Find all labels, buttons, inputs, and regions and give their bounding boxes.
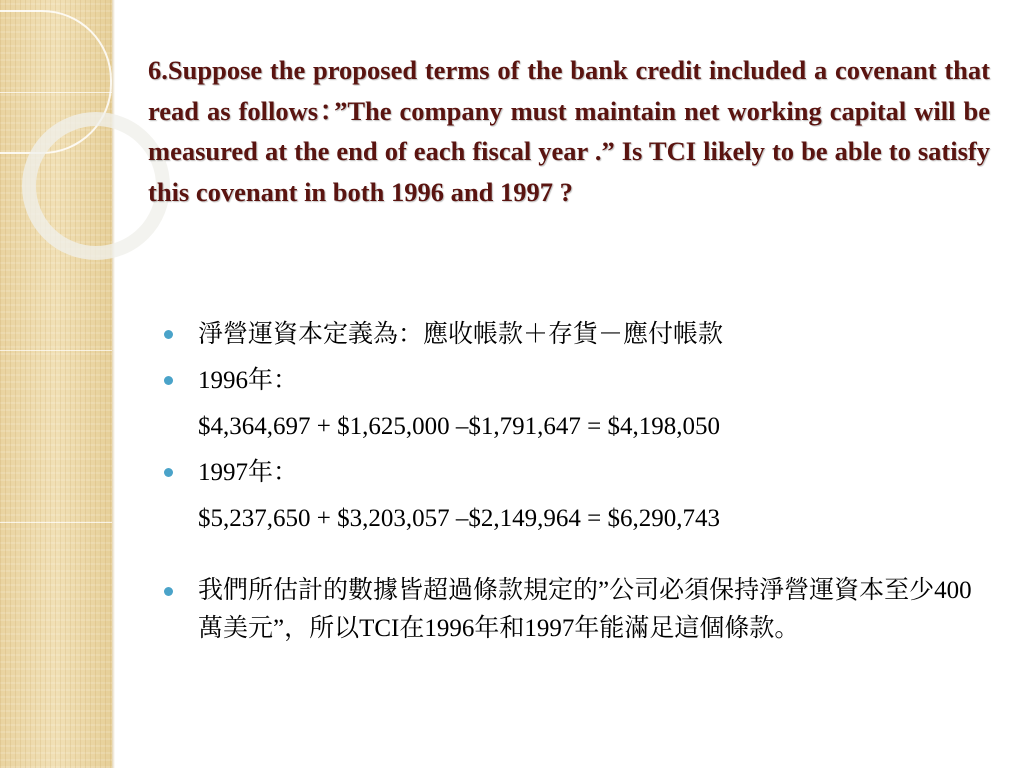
slide-title: 6.Suppose the proposed terms of the bank credit included a covenant that read as follows：”The company must maintain net working capital will be measured at the end of each fiscal year .” Is TCI likely to be able to satisfy this covenant in both 1996 and 1997 ? xyxy=(148,55,990,207)
equation-1997: $5,237,650 + $3,203,057 –$2,149,964 = $6,290,743 xyxy=(198,505,720,532)
bullet-text: 1997年： xyxy=(198,459,299,486)
bullet-dot-icon xyxy=(164,376,173,385)
bullet-item-1997 xyxy=(162,450,992,496)
strip-divider xyxy=(0,522,112,523)
bullet-item-definition xyxy=(162,312,992,358)
bullet-text: 淨營運資本定義為：應收帳款＋存貨－應付帳款 xyxy=(198,321,724,348)
bullet-item-1996 xyxy=(162,358,992,404)
bullet-item-conclusion xyxy=(162,572,992,648)
bullet-dot-icon xyxy=(164,468,173,477)
bullet-text: 1996年： xyxy=(198,367,299,394)
equation-1996: $4,364,697 + $1,625,000 –$1,791,647 = $4,198,050 xyxy=(198,413,720,440)
bullet-dot-icon xyxy=(164,587,173,596)
strip-divider xyxy=(0,350,112,351)
bullet-dot-icon xyxy=(164,330,173,339)
bullet-list xyxy=(162,312,992,648)
bullet-text: 我們所估計的數據皆超過條款規定的”公司必須保持淨營運資本至少400萬美元”，所以TCI在1996年和1997年能滿足這個條款。 xyxy=(198,577,972,642)
